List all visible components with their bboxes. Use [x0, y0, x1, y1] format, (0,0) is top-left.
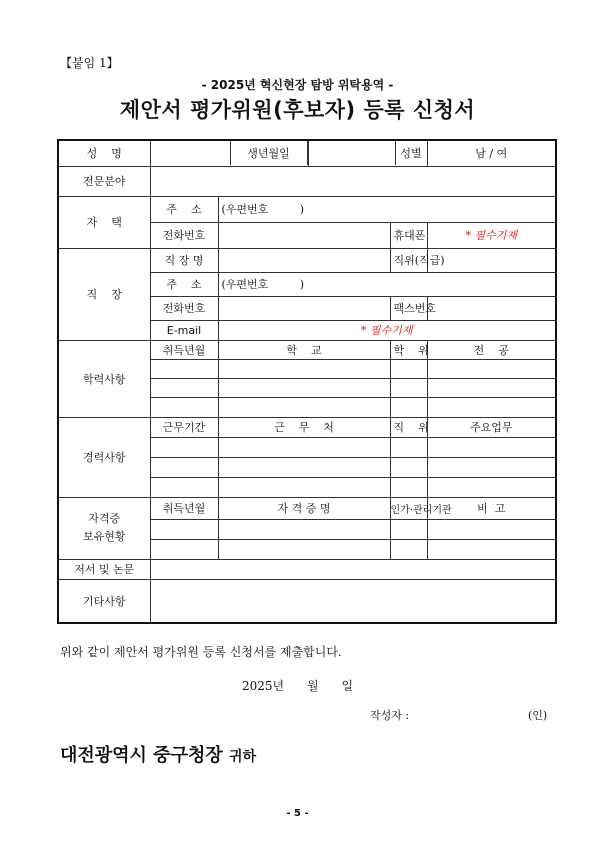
education-cell[interactable]	[390, 359, 427, 378]
education-label: 학력사항	[58, 340, 150, 417]
education-cell[interactable]	[427, 359, 556, 378]
work-phone-field[interactable]	[218, 296, 390, 320]
education-cell[interactable]	[150, 397, 218, 417]
career-header: 근 무 처	[218, 417, 390, 437]
certificate-header: 취득년월	[150, 497, 218, 519]
date-line: 2025년 월 일	[242, 679, 354, 693]
education-cell[interactable]	[218, 359, 390, 378]
education-cell[interactable]	[150, 359, 218, 378]
name-label: 성 명	[58, 140, 150, 166]
career-header: 주요업무	[427, 417, 556, 437]
registration-form-table	[57, 139, 557, 624]
home-phone-field[interactable]	[218, 222, 390, 248]
education-header: 취득년월	[150, 340, 218, 359]
company-label: 직 장 명	[150, 248, 218, 272]
email-field[interactable]: * 필수기재	[218, 320, 556, 340]
mobile-label: 휴대폰	[390, 222, 427, 248]
career-cell[interactable]	[427, 437, 556, 457]
certificate-cell[interactable]	[390, 539, 427, 559]
specialty-label: 전문분야	[58, 166, 150, 196]
attachment-label: 【붙임 1】	[60, 56, 119, 70]
seal-label: (인)	[528, 709, 548, 722]
certificate-cell[interactable]	[150, 539, 218, 559]
certificate-header: 자 격 증 명	[218, 497, 390, 519]
certificates-label-line2: 보유현황	[82, 530, 126, 543]
certificates-label	[58, 497, 150, 559]
career-cell[interactable]	[150, 477, 218, 497]
education-cell[interactable]	[427, 397, 556, 417]
declaration-text: 위와 같이 제안서 평가위원 등록 신청서를 제출합니다.	[60, 645, 342, 659]
work-address-field[interactable]: (우편번호 )	[218, 272, 556, 296]
career-header: 직 위	[390, 417, 427, 437]
gender-label: 성별	[395, 141, 427, 165]
certificate-cell[interactable]	[150, 519, 218, 539]
author-label: 작성자 :	[370, 709, 410, 722]
birth-label: 생년월일	[230, 141, 307, 165]
home-address-label: 주 소	[150, 196, 218, 222]
addressee-suffix: 귀하	[229, 749, 257, 765]
other-label: 기타사항	[58, 579, 150, 623]
publications-label: 저서 및 논문	[58, 559, 150, 579]
career-header: 근무기간	[150, 417, 218, 437]
education-cell[interactable]	[218, 378, 390, 397]
career-cell[interactable]	[390, 457, 427, 477]
page-number: - 5 -	[286, 808, 309, 819]
career-cell[interactable]	[150, 457, 218, 477]
certificate-cell[interactable]	[390, 519, 427, 539]
other-field[interactable]	[150, 579, 556, 623]
certificate-cell[interactable]	[218, 519, 390, 539]
education-header: 전 공	[427, 340, 556, 359]
certificate-header: 비 고	[427, 497, 556, 519]
work-phone-label: 전화번호	[150, 296, 218, 320]
certificate-cell[interactable]	[427, 519, 556, 539]
addressee	[60, 741, 256, 767]
gender-options[interactable]: 남 / 여	[427, 140, 556, 166]
work-label: 직 장	[58, 248, 150, 340]
certificate-cell[interactable]	[218, 539, 390, 559]
position-label: 직위(직급)	[390, 248, 427, 272]
certificate-cell[interactable]	[427, 539, 556, 559]
home-address-field[interactable]: (우편번호 )	[218, 196, 556, 222]
education-header: 학 위	[390, 340, 427, 359]
education-cell[interactable]	[390, 378, 427, 397]
company-field[interactable]	[218, 248, 390, 272]
career-cell[interactable]	[150, 437, 218, 457]
certificate-header: 인가·관리기관	[390, 497, 427, 519]
mobile-field[interactable]: * 필수기재	[427, 222, 556, 248]
specialty-field[interactable]	[150, 166, 556, 196]
name-field[interactable]	[151, 141, 231, 165]
email-label: E-mail	[150, 320, 218, 340]
career-label: 경력사항	[58, 417, 150, 497]
career-cell[interactable]	[218, 437, 390, 457]
addressee-name: 대전광역시 중구청장	[60, 745, 223, 766]
home-phone-label: 전화번호	[150, 222, 218, 248]
education-cell[interactable]	[390, 397, 427, 417]
fax-field[interactable]	[427, 296, 556, 320]
document-title: 제안서 평가위원(후보자) 등록 신청서	[119, 98, 476, 122]
position-field[interactable]	[427, 248, 556, 272]
fax-label: 팩스번호	[390, 296, 427, 320]
career-cell[interactable]	[390, 437, 427, 457]
education-cell[interactable]	[427, 378, 556, 397]
certificates-label-line1: 자격증	[88, 512, 121, 525]
education-header: 학 교	[218, 340, 390, 359]
career-cell[interactable]	[218, 457, 390, 477]
career-cell[interactable]	[390, 477, 427, 497]
document-subtitle: - 2025년 혁신현장 탐방 위탁용역 -	[201, 78, 394, 92]
career-cell[interactable]	[427, 477, 556, 497]
career-cell[interactable]	[218, 477, 390, 497]
education-cell[interactable]	[218, 397, 390, 417]
education-cell[interactable]	[150, 378, 218, 397]
publications-field[interactable]	[150, 559, 556, 579]
work-address-label: 주 소	[150, 272, 218, 296]
birth-field[interactable]	[309, 141, 396, 165]
home-label: 자 택	[58, 196, 150, 248]
career-cell[interactable]	[427, 457, 556, 477]
